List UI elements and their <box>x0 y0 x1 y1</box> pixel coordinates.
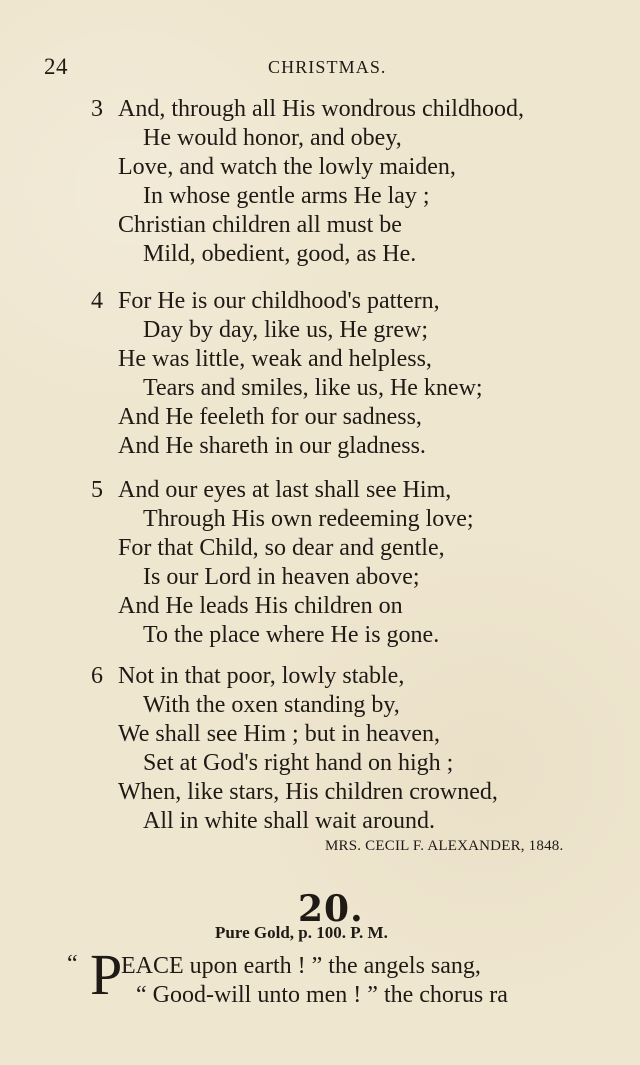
verse-line: To the place where He is gone. <box>143 622 440 648</box>
verse-line: He was little, weak and helpless, <box>118 346 432 372</box>
stanza-number: 5 <box>91 477 103 503</box>
verse-line: Not in that poor, lowly stable, <box>118 663 405 689</box>
verse-line: Christian children all must be <box>118 212 402 238</box>
verse-line: And, through all His wondrous childhood, <box>118 96 524 122</box>
verse-line: And He feeleth for our sadness, <box>118 404 422 430</box>
verse-line: For He is our childhood's pattern, <box>118 288 440 314</box>
running-head: CHRISTMAS. <box>268 57 387 77</box>
verse-line: And our eyes at last shall see Him, <box>118 477 452 503</box>
verse-line: We shall see Him ; but in heaven, <box>118 721 440 747</box>
verse-line: Tears and smiles, like us, He knew; <box>143 375 483 401</box>
verse-line: Mild, obedient, good, as He. <box>143 241 417 267</box>
page-number: 24 <box>44 54 68 79</box>
verse-line: In whose gentle arms He lay ; <box>143 183 430 209</box>
verse-line: When, like stars, His children crowned, <box>118 779 498 805</box>
stanza-number: 4 <box>91 288 103 314</box>
opening-quote: “ <box>67 951 78 977</box>
hymn-number: 20. <box>298 888 364 930</box>
verse-line: All in white shall wait around. <box>143 808 435 834</box>
verse-line: Is our Lord in heaven above; <box>143 564 420 590</box>
verse-line: Day by day, like us, He grew; <box>143 317 429 343</box>
stanza-number: 6 <box>91 663 103 689</box>
verse-line: Set at God's right hand on high ; <box>143 750 454 776</box>
verse-line: And He shareth in our gladness. <box>118 433 426 459</box>
stanza-number: 3 <box>91 96 103 122</box>
hymn-first-line: EACE upon earth ! ” the angels sang, <box>121 953 481 979</box>
verse-line: Through His own redeeming love; <box>143 506 474 532</box>
verse-line: For that Child, so dear and gentle, <box>118 535 445 561</box>
verse-line: With the oxen standing by, <box>143 692 400 718</box>
author-attribution: MRS. CECIL F. ALEXANDER, 1848. <box>325 838 564 854</box>
tune-reference: Pure Gold, p. 100. P. M. <box>215 923 388 942</box>
verse-line: And He leads His children on <box>118 593 403 619</box>
verse-line: He would honor, and obey, <box>143 125 402 151</box>
drop-cap-letter: P <box>90 942 123 1007</box>
hymn-second-line: “ Good-will unto men ! ” the chorus ra <box>136 982 508 1008</box>
verse-line: Love, and watch the lowly maiden, <box>118 154 456 180</box>
